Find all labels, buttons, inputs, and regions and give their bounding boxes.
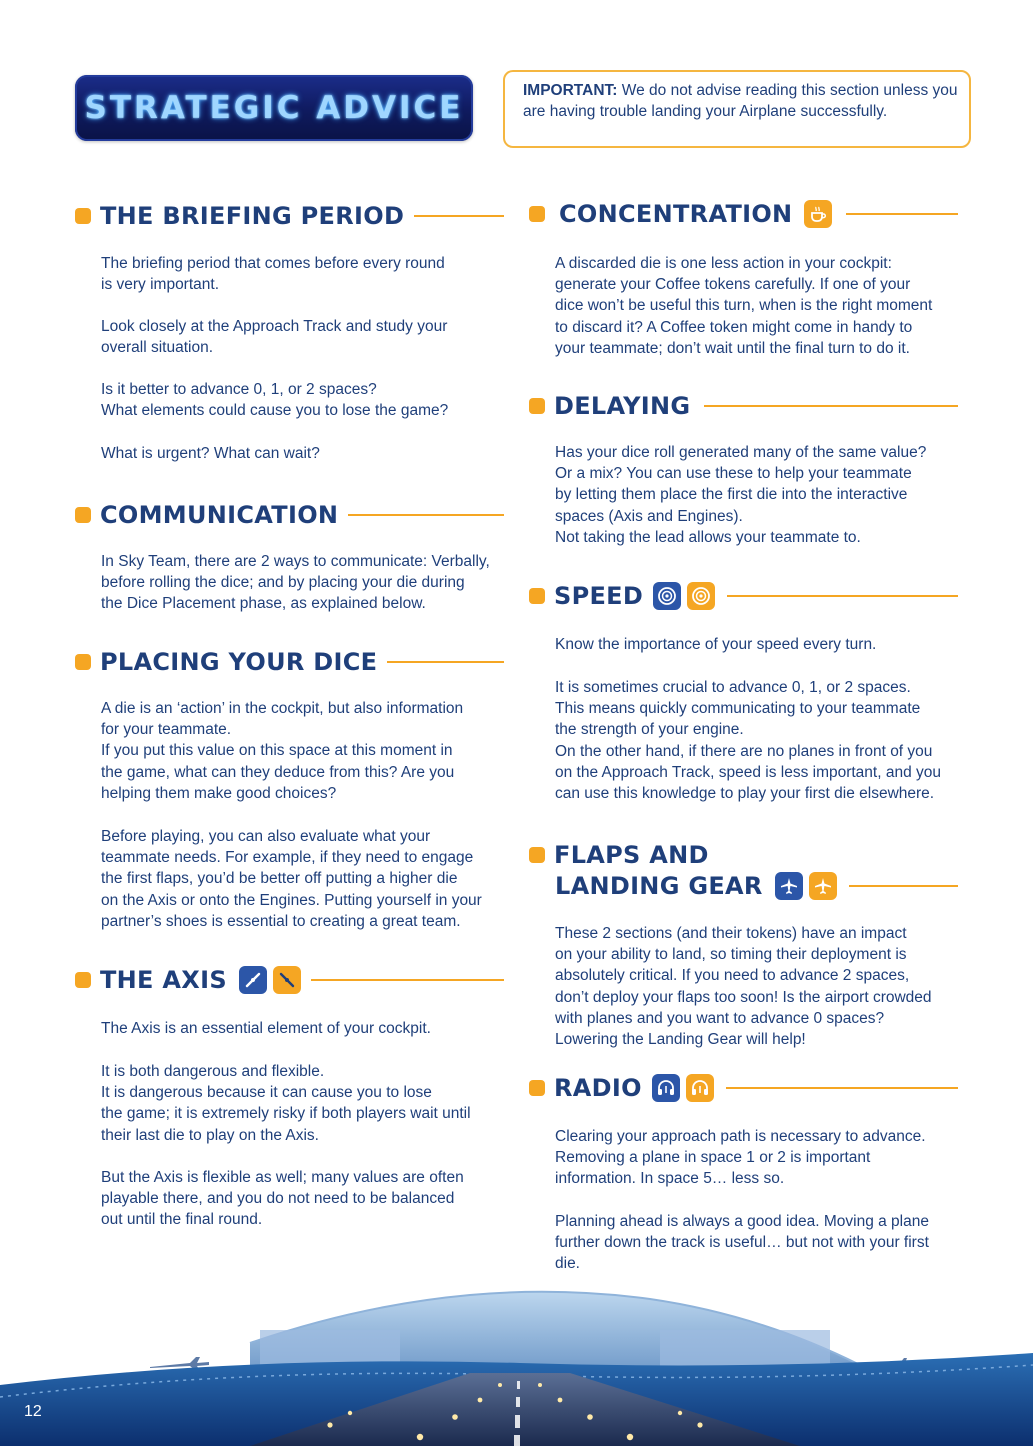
important-text: We do not advise reading this section unless you are having trouble landing your Airplane successfully. <box>523 82 958 120</box>
concentration-p1: A discarded die is one less action in your cockpit: generate your Coffee tokens carefully. If one of your dice won’t be useful this turn, when is the right moment to discard it? A Coffee token might come in handy to your teammate; don’t wait until the final turn to do it. <box>555 255 933 357</box>
heading-title: THE AXIS <box>100 966 227 994</box>
heading-title: CONCENTRATION <box>559 200 793 228</box>
heading-rule <box>849 885 958 887</box>
radio-p1: Clearing your approach path is necessary to advance. Removing a plane in space 1 or 2 is important information. In space 5… less so. <box>555 1128 926 1188</box>
bullet-icon <box>529 847 545 863</box>
headset-icon-alt <box>686 1074 714 1102</box>
engine-icon-alt <box>687 582 715 610</box>
heading-title: LANDING GEAR <box>555 872 763 900</box>
heading-radio <box>529 1074 958 1102</box>
communication-p1: In Sky Team, there are 2 ways to communicate: Verbally, before rolling the dice; and by placing your die during the Dice Placement phase, as explained below. <box>101 553 490 613</box>
speed-p2: It is sometimes crucial to advance 0, 1, or 2 spaces. This means quickly communicating to your teammate the strength of your engine. On the other hand, if there are no planes in front of you on the Approach Track, speed is less important, and you can use this knowledge to play your first die elsewhere. <box>555 679 942 803</box>
briefing-p4: What is urgent? What can wait? <box>101 445 320 462</box>
placing-p2: Before playing, you can also evaluate what your teammate needs. For example, if they need to engage the first flaps, you’d be better off putting a higher die on the Axis or onto the Engines. Putting yourself in your partner’s shoes is essential to creating a great team. <box>101 828 482 930</box>
heading-rule <box>727 595 958 597</box>
page-number: 12 <box>24 1403 42 1420</box>
heading-rule <box>704 405 958 407</box>
heading-rule <box>387 661 504 663</box>
headset-icon <box>652 1074 680 1102</box>
briefing-p2: Look closely at the Approach Track and study your overall situation. <box>101 318 448 357</box>
heading-delaying <box>529 392 958 420</box>
briefing-p3: Is it better to advance 0, 1, or 2 spaces? What elements could cause you to lose the game? <box>101 381 449 420</box>
heading-concentration <box>529 200 958 228</box>
engine-icon <box>653 582 681 610</box>
coffee-icon <box>804 200 832 228</box>
airport-illustration <box>0 1285 1033 1446</box>
bullet-icon <box>529 398 545 414</box>
axis-p3: But the Axis is flexible as well; many values are often playable there, and you do not need to be balanced out until the final round. <box>101 1169 464 1229</box>
speed-p1: Know the importance of your speed every turn. <box>555 636 877 653</box>
axis-p2: It is both dangerous and flexible. It is dangerous because it can cause you to lose the game; it is extremely risky if both players wait until their last die to play on the Axis. <box>101 1063 471 1144</box>
airplane-icon <box>775 872 803 900</box>
axis-icon <box>239 966 267 994</box>
heading-rule <box>414 215 504 217</box>
heading-title: PLACING YOUR DICE <box>100 648 378 676</box>
heading-title: DELAYING <box>554 392 691 420</box>
flaps-p1: These 2 sections (and their tokens) have an impact on your ability to land, so timing their deployment is absolutely critical. If you need to advance 2 spaces, don’t deploy your flaps too soon! Is the airport crowded with planes and you want to advance 0 spaces? Lowering the Landing Gear will help! <box>555 925 932 1049</box>
heading-communication <box>75 501 504 529</box>
important-note <box>503 70 971 148</box>
important-label: IMPORTANT: <box>523 82 618 99</box>
heading-briefing <box>75 202 504 230</box>
bullet-icon <box>75 654 91 670</box>
heading-title: THE BRIEFING PERIOD <box>100 202 405 230</box>
briefing-p1: The briefing period that comes before every round is very important. <box>101 255 445 294</box>
heading-landing-gear <box>555 872 958 900</box>
bullet-icon <box>75 507 91 523</box>
placing-p1: A die is an ‘action’ in the cockpit, but also information for your teammate. If you put this value on this space at this moment in the game, what can they deduce from this? Are you helping them make good choices? <box>101 700 464 802</box>
airplane-icon-alt <box>809 872 837 900</box>
heading-title: FLAPS AND <box>554 841 709 869</box>
heading-rule <box>846 213 958 215</box>
heading-rule <box>311 979 504 981</box>
heading-rule <box>348 514 504 516</box>
heading-placing <box>75 648 504 676</box>
bullet-icon <box>529 206 545 222</box>
heading-title: RADIO <box>554 1074 642 1102</box>
bullet-icon <box>529 1080 545 1096</box>
bullet-icon <box>75 972 91 988</box>
heading-title: COMMUNICATION <box>100 501 339 529</box>
delaying-p1: Has your dice roll generated many of the same value? Or a mix? You can use these to help your teammate by letting them place the first die into the interactive spaces (Axis and Engines). Not taking the lead allows your teammate to. <box>555 444 927 546</box>
heading-axis <box>75 966 504 994</box>
bullet-icon <box>75 208 91 224</box>
section-banner <box>75 75 473 141</box>
radio-p2: Planning ahead is always a good idea. Moving a plane further down the track is useful… but not with your first die. <box>555 1213 929 1273</box>
heading-rule <box>726 1087 958 1089</box>
bullet-icon <box>529 588 545 604</box>
heading-flaps <box>529 841 958 869</box>
heading-title: SPEED <box>554 582 644 610</box>
axis-p1: The Axis is an essential element of your cockpit. <box>101 1020 431 1037</box>
heading-speed <box>529 582 958 610</box>
banner-title: STRATEGIC ADVICE <box>84 90 464 126</box>
axis-icon-alt <box>273 966 301 994</box>
